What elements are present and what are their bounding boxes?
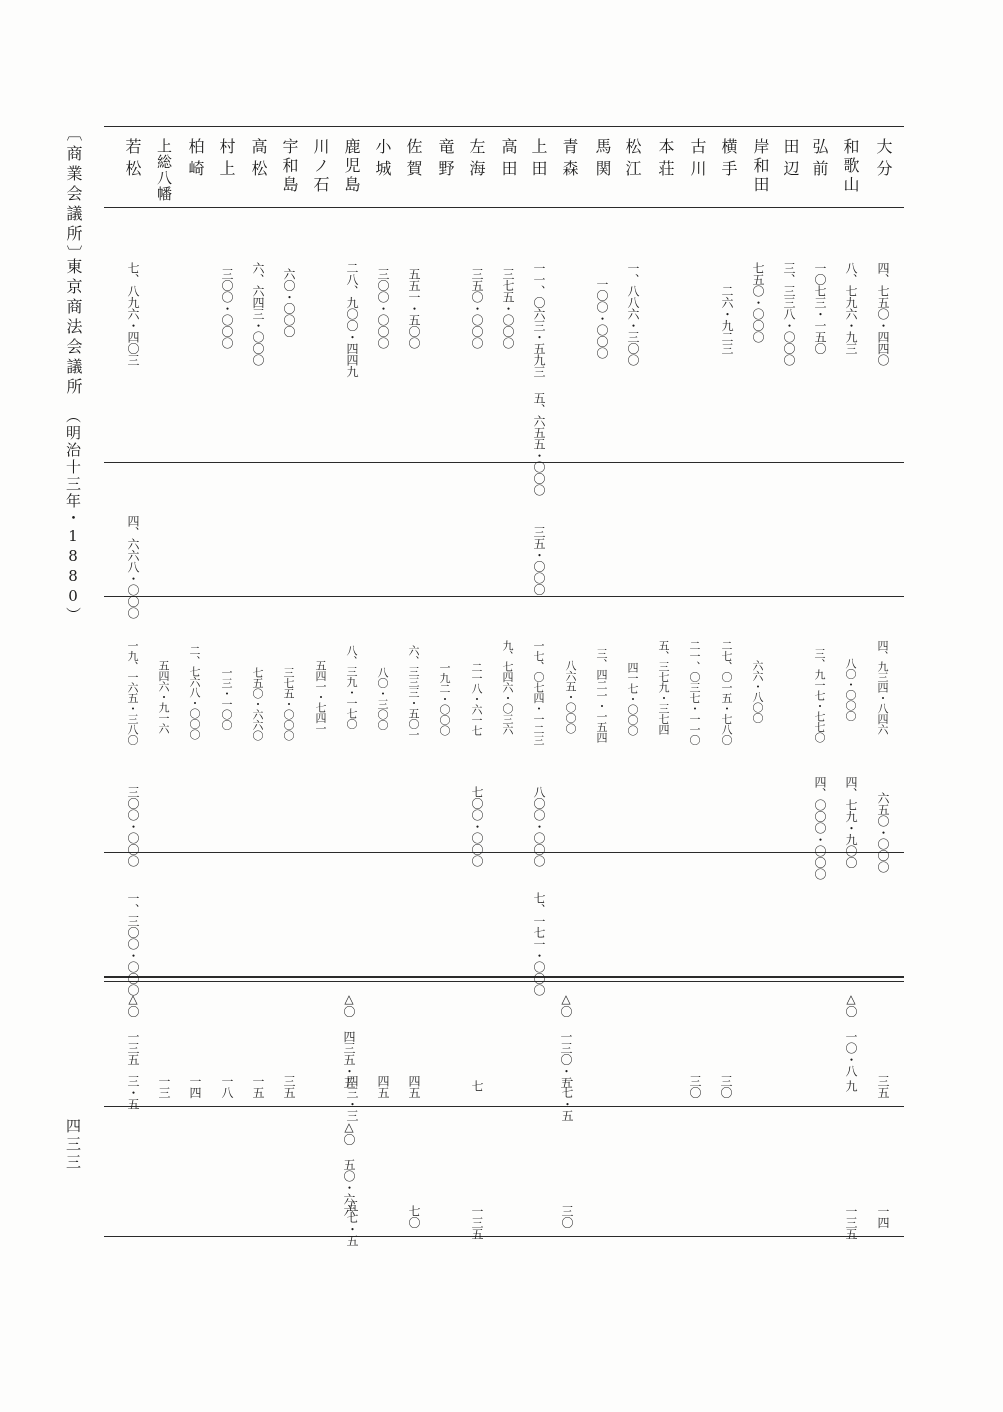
value-cell: 一九、一六五・三八〇 [126, 640, 139, 745]
value-cell: 七、八九六・四〇三 [126, 262, 140, 366]
value-cell: 五、三七九・三七四 [657, 640, 670, 735]
city-name: 左海 [467, 138, 486, 182]
value-cell: 八、七九六・九三 [844, 262, 858, 354]
value-cell: 一三・一〇〇 [220, 667, 233, 730]
city-name: 本荘 [656, 138, 675, 182]
city-name: 弘前 [810, 138, 829, 182]
city-name: 大分 [874, 138, 893, 182]
value-cell: 四、〇〇〇・〇〇〇 [813, 776, 827, 880]
value-cell: 三〇〇・〇〇〇 [220, 268, 234, 349]
city-name: 田辺 [781, 138, 800, 182]
value-cell: 三〇〇・〇〇〇 [126, 786, 140, 867]
value-cell: 三〇 [719, 1075, 733, 1098]
value-cell: 一、八八六・三〇〇 [626, 262, 640, 366]
value-cell: 五七・五 [345, 1200, 359, 1246]
value-cell: 一三 [157, 1075, 171, 1098]
value-cell: △〇 一〇・八 [844, 992, 858, 1077]
value-cell: 一三五 [470, 1205, 484, 1240]
city-name: 高松 [249, 138, 268, 182]
value-cell: 八、三九・一七〇 [345, 645, 358, 729]
value-cell: 三、三三八・〇〇〇 [782, 262, 796, 366]
table-top-rule [104, 126, 904, 127]
category-caption: 〔商業会議所〕 [64, 125, 83, 265]
value-cell: 三、九一七・七七〇 [813, 648, 826, 743]
row-rule-3 [104, 852, 904, 853]
value-cell: 六五〇・〇〇〇 [876, 792, 890, 873]
value-cell: 四一七・〇〇〇 [626, 662, 639, 736]
city-name: 上総八幡 [155, 138, 173, 202]
value-cell: 五五一・五〇〇 [407, 268, 421, 349]
row-rule-1 [104, 462, 904, 463]
value-cell: 三五 [876, 1075, 890, 1098]
value-cell: 六、三三三・五〇一 [407, 645, 420, 740]
value-cell: 七〇 [407, 1205, 421, 1228]
city-name: 馬関 [593, 138, 612, 182]
value-cell: 一九二・〇〇〇 [438, 662, 451, 736]
city-name: 高田 [499, 138, 518, 182]
value-cell: 二一、〇三七・一一〇 [688, 640, 701, 745]
value-cell: 一八 [220, 1075, 234, 1098]
value-cell: 一一、〇六三・五九三 [532, 262, 546, 377]
row-rule-double-a [104, 976, 904, 978]
value-cell: 一〇〇・〇〇〇 [595, 278, 609, 359]
value-cell: 八〇・三〇〇 [376, 667, 389, 730]
city-name: 鹿児島 [342, 138, 361, 195]
document-title: 東京商法会議所 [64, 258, 83, 398]
header-rule [104, 207, 904, 208]
value-cell: 一七・五 [560, 1075, 574, 1121]
value-cell: 二、七六八・〇〇〇 [188, 645, 201, 740]
value-cell: 二六・九二三 [720, 285, 734, 354]
value-cell: 一四 [876, 1205, 890, 1228]
value-cell: 八〇〇・〇〇〇 [532, 786, 546, 867]
value-cell: 六六・八〇〇 [751, 660, 764, 723]
value-cell: △〇 一三〇・五 [559, 992, 573, 1088]
value-cell: 三七五・〇〇〇 [282, 667, 295, 741]
city-name: 古川 [688, 138, 707, 182]
value-cell: 七五〇・〇〇〇 [751, 262, 765, 343]
value-cell: 三、四二一・一五四 [595, 648, 608, 743]
value-cell: 一、三〇〇・〇〇〇 [126, 892, 140, 996]
value-cell: 二八、九〇〇・四四九 [345, 262, 359, 377]
value-cell: 三七五・〇〇〇 [501, 268, 515, 349]
city-name: 上田 [529, 138, 548, 182]
city-name: 佐賀 [404, 138, 423, 182]
city-name: 横手 [719, 138, 738, 182]
row-rule-double-b [104, 981, 904, 982]
value-cell: 一三五 [844, 1205, 858, 1240]
value-cell: 四五 [376, 1075, 390, 1098]
value-cell: 五四一・七四一 [314, 660, 327, 734]
value-cell: 八六五・〇〇〇 [564, 660, 577, 734]
value-cell: 五四六・九一六 [157, 660, 170, 734]
value-cell: 五、六五五・〇〇〇 [532, 392, 546, 496]
value-cell: 九 [844, 1080, 858, 1092]
era-caption: （明治十三年・1880） [64, 408, 82, 624]
value-cell: 七、一七一・〇〇〇 [532, 892, 546, 996]
value-cell: △〇 五〇・六六 [342, 1120, 356, 1216]
value-cell: 三五〇・〇〇〇 [470, 268, 484, 349]
value-cell: 三・五 [126, 1075, 140, 1110]
value-cell: 九、七四六・〇三六 [501, 640, 514, 735]
value-cell: 四五 [407, 1075, 421, 1098]
value-cell: 一四 [188, 1075, 202, 1098]
value-cell: 三五 [282, 1075, 296, 1098]
value-cell: 四、七五〇・四四〇 [876, 262, 890, 366]
row-rule-2 [104, 596, 904, 597]
city-name: 岸和田 [751, 138, 770, 195]
page-number: 四三三 [64, 1118, 82, 1172]
value-cell: 四三・三 [345, 1075, 359, 1121]
city-name: 若松 [123, 138, 142, 182]
value-cell: 二一八・六一七 [470, 662, 483, 736]
value-cell: 八〇・〇〇〇 [844, 658, 857, 721]
value-cell: △〇 四三五・五 [342, 992, 356, 1088]
value-cell: 一〇七三・一五〇 [813, 262, 827, 354]
value-cell: 二七、〇一五・七八〇 [720, 640, 733, 745]
value-cell: △〇 一三五 [126, 992, 140, 1065]
table-bottom-rule [104, 1236, 904, 1237]
value-cell: 六〇・〇〇〇 [282, 268, 296, 337]
city-name: 村上 [217, 138, 236, 182]
row-rule-4 [104, 1106, 904, 1107]
city-name: 小城 [373, 138, 392, 182]
city-name: 柏崎 [186, 138, 205, 182]
value-cell: 三五・〇〇〇 [532, 526, 546, 595]
value-cell: 一七、〇七四・一二三 [532, 640, 545, 745]
value-cell: 七五〇・六六〇 [251, 667, 264, 741]
value-cell: 七〇〇・〇〇〇 [470, 786, 484, 867]
city-name: 宇和島 [280, 138, 299, 195]
value-cell: 七 [470, 1080, 484, 1092]
city-name: 川ノ石 [311, 138, 330, 195]
value-cell: 三〇〇・〇〇〇 [376, 268, 390, 349]
value-cell: 三〇 [688, 1075, 702, 1098]
city-name: 松江 [623, 138, 642, 182]
value-cell: 四、七九・九〇〇 [844, 776, 858, 868]
value-cell: 一五 [251, 1075, 265, 1098]
value-cell: 四、九三四・八四六 [876, 640, 889, 735]
city-name: 竜野 [436, 138, 455, 182]
value-cell: 四、六六八・〇〇〇 [126, 515, 140, 619]
value-cell: 六、六四三・〇〇〇 [251, 262, 265, 366]
value-cell: 三〇 [560, 1205, 574, 1228]
city-name: 青森 [560, 138, 579, 182]
city-name: 和歌山 [841, 138, 860, 195]
